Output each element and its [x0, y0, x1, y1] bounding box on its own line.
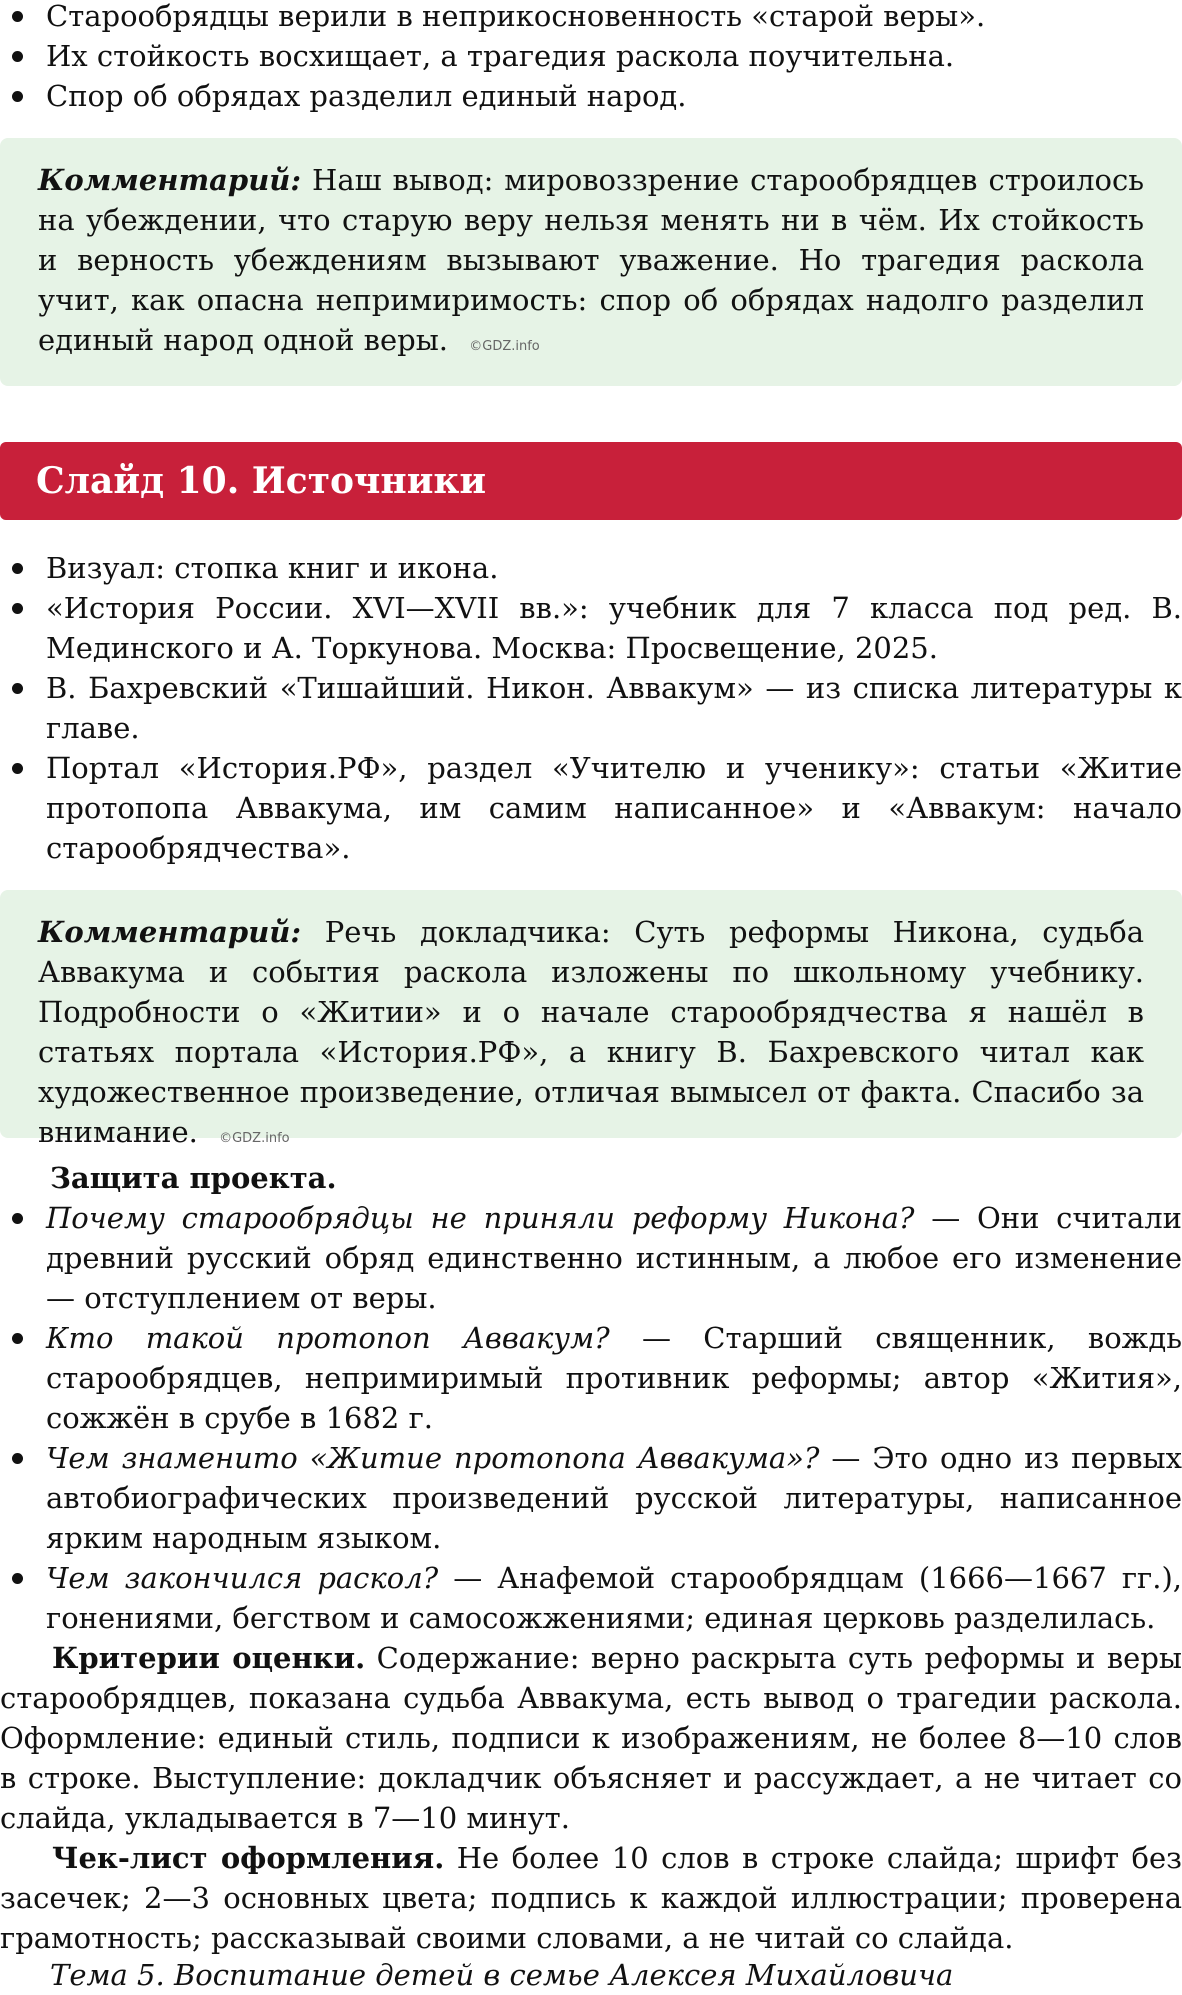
comment-text: Наш вывод: мировоззрение старообрядцев строилось на убеждении, что старую веру нельзя менять ни в чём. Их стойкость и верность убеждениям вызывают уважение. Но трагедия раскола учит, как опасна непримиримость: спор об обрядах надолго разделил единый народ одной веры.	[38, 163, 1144, 357]
list-item: «История России. XVI—XVII вв.»: учебник для 7 класса под ред. В. Мединского и А. Торкунова. Москва: Просвещение, 2025.	[0, 588, 1182, 668]
question-text: Чем знаменито «Житие протопопа Аввакума»?	[46, 1441, 820, 1475]
list-item: Спор об обрядах разделил единый народ.	[0, 76, 1182, 116]
answer-text: — Старший священник, вождь старообрядцев, непримиримый противник реформы; автор «Жития», сожжён в срубе в 1682 г.	[46, 1321, 1182, 1435]
list-item: Старообрядцы верили в неприкосновенность «старой веры».	[0, 0, 1182, 36]
list-item	[0, 1558, 1182, 1638]
defense-section	[0, 1158, 1182, 1958]
comment-box-speech	[0, 890, 1182, 1149]
list-item: Портал «История.РФ», раздел «Учителю и ученику»: статьи «Житие протопопа Аввакума, им самим написанное» и «Аввакум: начало старообрядчества».	[0, 748, 1182, 868]
list-item: Их стойкость восхищает, а трагедия раскола поучительна.	[0, 36, 1182, 76]
answer-text: — Они считали древний русский обряд единственно истинным, а любое его изменение — отступлением от веры.	[46, 1201, 1182, 1315]
watermark-label: ©GDZ.info	[219, 1131, 290, 1146]
defense-list	[0, 1198, 1182, 1638]
question-text: Почему старообрядцы не приняли реформу Никона?	[46, 1201, 915, 1235]
sources-list	[0, 548, 1182, 868]
checklist-title: Чек-лист оформления.	[52, 1841, 445, 1875]
slide-title: Слайд 10. Источники	[36, 460, 487, 502]
comment-label: Комментарий:	[38, 163, 302, 197]
list-item	[0, 1318, 1182, 1438]
defense-title: Защита проекта.	[50, 1161, 337, 1195]
list-item	[0, 1198, 1182, 1318]
comment-box-conclusion	[0, 138, 1182, 386]
answer-text: — Это одно из первых автобиографических произведений русской литературы, написанное ярким народным языком.	[46, 1441, 1182, 1555]
list-item	[0, 1438, 1182, 1558]
list-item: Визуал: стопка книг и икона.	[0, 548, 1182, 588]
page-footer: Тема 5. Воспитание детей в семье Алексея Михайловича	[50, 1958, 954, 1992]
comment-label: Комментарий:	[38, 915, 302, 949]
watermark-label: ©GDZ.info	[469, 339, 540, 354]
list-item: В. Бахревский «Тишайший. Никон. Аввакум» — из списка литературы к главе.	[0, 668, 1182, 748]
criteria-title: Критерии оценки.	[52, 1641, 366, 1675]
question-text: Кто такой протопоп Аввакум?	[46, 1321, 610, 1355]
comment-text: Речь докладчика: Суть реформы Никона, судьба Аввакума и события раскола изложены по школьному учебнику. Подробности о «Житии» и о начале старообрядчества я нашёл в статьях портала «История.РФ», а книгу В. Бахревского читал как художественное произведение, отличая вымысел от факта. Спасибо за внимание.	[38, 915, 1144, 1149]
question-text: Чем закончился раскол?	[46, 1561, 439, 1595]
conclusion-list	[0, 0, 1182, 116]
criteria-paragraph	[0, 1638, 1182, 1838]
checklist-text: Не более 10 слов в строке слайда; шрифт без засечек; 2—3 основных цвета; подпись к каждой иллюстрации; проверена грамотность; рассказывай своими словами, а не читай со слайда.	[0, 1841, 1182, 1955]
checklist-paragraph	[0, 1838, 1182, 1958]
slide-title-banner	[0, 442, 1182, 520]
criteria-text: Содержание: верно раскрыта суть реформы и веры старообрядцев, показана судьба Аввакума, есть вывод о трагедии раскола. Оформление: единый стиль, подписи к изображениям, не более 8—10 слов в строке. Выступление: докладчик объясняет и рассуждает, а не читает со слайда, укладывается в 7—10 минут.	[0, 1641, 1182, 1835]
answer-text: — Анафемой старообрядцам (1666—1667 гг.), гонениями, бегством и самосожжениями; единая церковь разделилась.	[46, 1561, 1182, 1635]
